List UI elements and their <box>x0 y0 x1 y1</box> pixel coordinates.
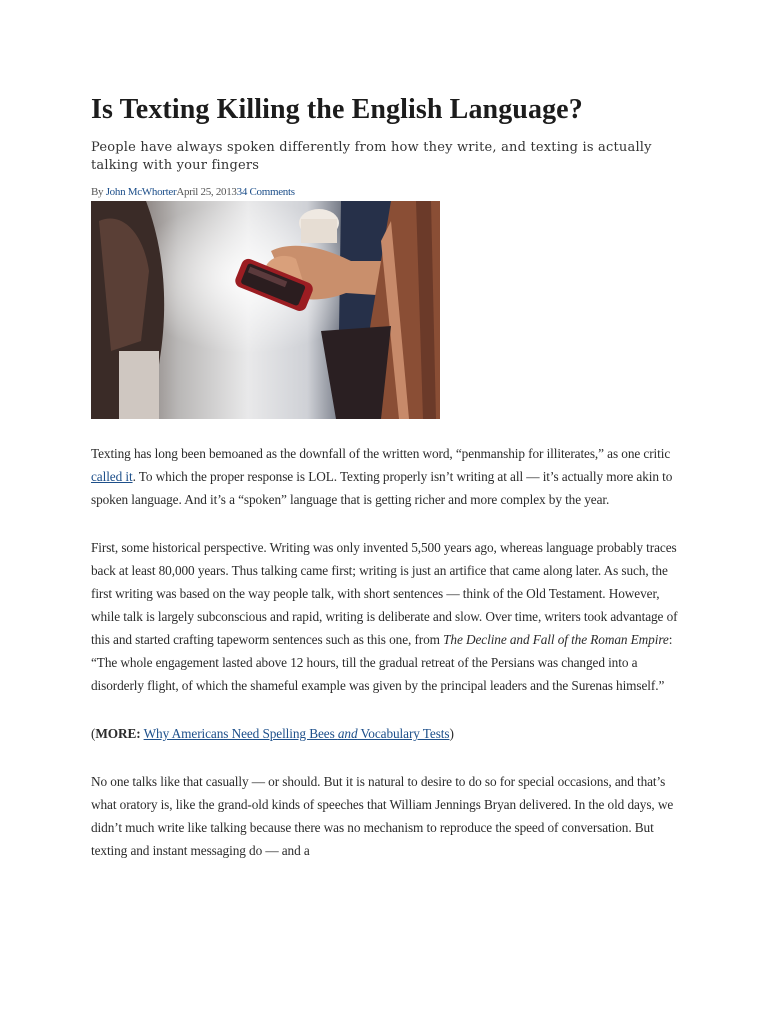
article-photo <box>91 201 440 419</box>
related-link-text-a: Why Americans Need Spelling Bees <box>143 726 338 741</box>
more-close-paren: ) <box>449 726 454 741</box>
paragraph-2-text-b: : “The whole engagement lasted above 12 hours, till the gradual retreat of the Persians was changed into a disorderly flight, of which the shameful example was given by the principal leaders and the Surenas himself.” <box>91 632 673 693</box>
publish-date: April 25, 2013 <box>176 186 237 198</box>
comments-link[interactable]: 34 Comments <box>236 186 295 198</box>
paragraph-1-text-b: . To which the proper response is LOL. Texting properly isn’t writing at all — it’s actually more akin to spoken language. And it’s a “spoken” language that is getting richer and more complex by the year. <box>91 469 673 507</box>
paragraph-1-text-a: Texting has long been bemoaned as the downfall of the written word, “penmanship for illiterates,” as one critic <box>91 446 671 461</box>
related-link-and: and <box>337 726 358 741</box>
more-label: MORE: <box>95 726 141 741</box>
called-it-link[interactable]: called it <box>91 469 133 484</box>
paragraph-3: No one talks like that casually — or should. But it is natural to desire to do so for special occasions, and that’s what oratory is, like the grand-old kinds of speeches that William Jennings Bryan delivered. In the old days, we didn’t much write like talking because there was no mechanism to reproduce the speed of conversation. But texting and instant messaging do — and a <box>91 774 674 858</box>
author-link[interactable]: John McWhorter <box>105 186 177 198</box>
byline <box>91 186 295 198</box>
article-body <box>91 442 681 887</box>
more-link-paragraph <box>91 722 681 745</box>
photo-illustration <box>91 201 440 419</box>
article-title: Is Texting Killing the English Language? <box>91 94 583 125</box>
related-article-link[interactable] <box>144 726 450 741</box>
more-open-paren: ( <box>91 726 96 741</box>
article-subtitle: People have always spoken differently from how they write, and texting is actually talking with your fingers <box>91 140 652 173</box>
paragraph-2-text-a: First, some historical perspective. Writing was only invented 5,500 years ago, whereas language probably traces back at least 80,000 years. Thus talking came first; writing is just an artifice that came along later. As such, the first writing was based on the way people talk, with short sentences — think of the Old Testament. However, while talk is largely subconscious and rapid, writing is deliberate and slow. Over time, writers took advantage of this and started crafting tapeworm sentences such as this one, from <box>91 540 678 647</box>
related-link-text-b: Vocabulary Tests <box>357 726 450 741</box>
paragraph-1 <box>91 442 681 511</box>
byline-prefix: By <box>91 186 106 198</box>
book-title: The Decline and Fall of the Roman Empire <box>443 632 669 647</box>
paragraph-2 <box>91 536 681 697</box>
